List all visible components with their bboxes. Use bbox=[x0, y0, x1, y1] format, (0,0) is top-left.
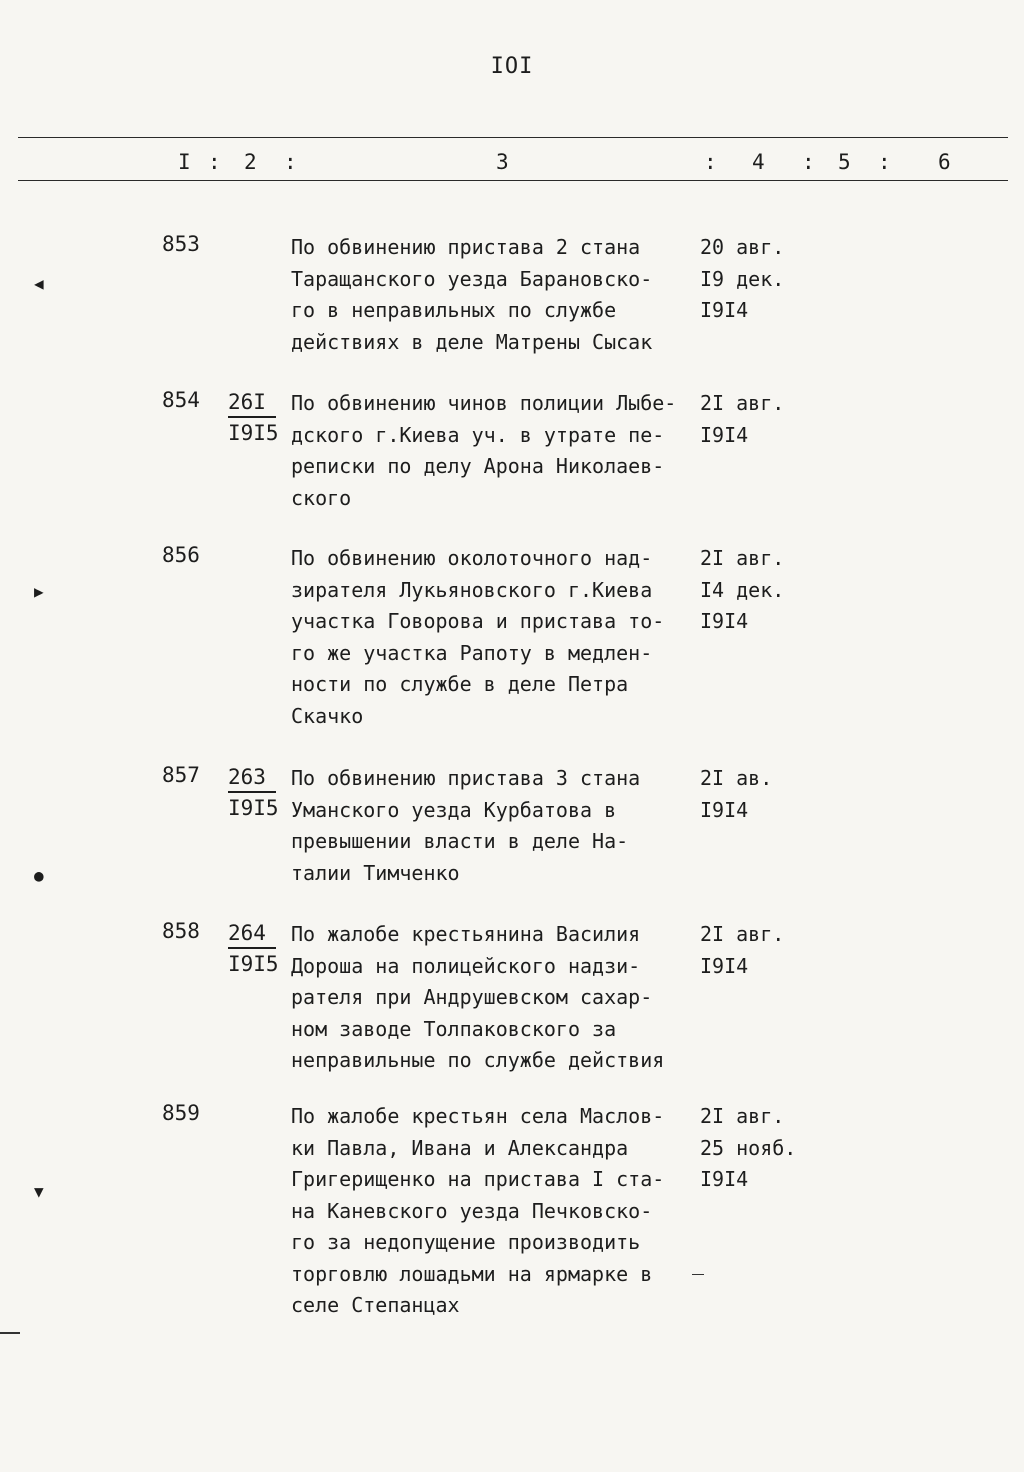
header-rule-top bbox=[18, 137, 1008, 138]
punch-hole-icon: ◀ bbox=[34, 274, 44, 293]
date-line: I9 дек. bbox=[700, 266, 785, 291]
archive-year: I9I5 bbox=[228, 796, 279, 820]
date-line: I9I4 bbox=[700, 953, 749, 978]
archive-reference bbox=[228, 388, 280, 449]
date-line: I9I4 bbox=[700, 298, 749, 322]
description-line: селе Степанцах bbox=[291, 1293, 460, 1317]
date-line: I9I4 bbox=[700, 1167, 749, 1191]
description-line: По обвинению пристава 2 стана bbox=[291, 235, 641, 259]
record-dates bbox=[700, 1101, 810, 1196]
column-header-5: 5 bbox=[838, 150, 851, 174]
record-dates bbox=[700, 232, 810, 327]
header-rule-bottom bbox=[18, 180, 1008, 181]
date-line: 20 авг. bbox=[700, 235, 785, 259]
record-dates bbox=[700, 919, 810, 982]
record-description bbox=[291, 763, 695, 889]
description-line: По обвинению чинов полиции Лыбе- bbox=[291, 391, 677, 415]
description-line: По обвинению пристава 3 стана bbox=[291, 766, 641, 790]
description-line: го в неправильных по службе bbox=[291, 298, 617, 322]
description-line: рателя при Андрушевском сахар- bbox=[291, 985, 653, 1009]
punch-hole-icon: ▼ bbox=[34, 1182, 44, 1201]
description-line: талии Тимченко bbox=[291, 860, 460, 885]
description-line: участка Говорова и пристава то- bbox=[291, 609, 665, 633]
date-line: I4 дек. bbox=[700, 577, 785, 602]
date-line: I9I4 bbox=[700, 422, 749, 447]
page-number: IOI bbox=[490, 54, 534, 79]
description-line: дского г.Киева уч. в утрате пе- bbox=[291, 422, 665, 447]
description-line: реписки по делу Арона Николаев- bbox=[291, 454, 665, 478]
record-number: 854 bbox=[162, 388, 200, 412]
record-dates bbox=[700, 763, 810, 826]
description-line: Скачко bbox=[291, 703, 364, 728]
description-line: на Каневского уезда Печковско- bbox=[291, 1198, 653, 1223]
column-header-3: 3 bbox=[496, 150, 509, 174]
archive-number: 264 bbox=[228, 919, 276, 949]
description-line: По обвинению околоточного над- bbox=[291, 546, 653, 570]
date-line: 2I авг. bbox=[700, 546, 785, 570]
description-line: го за недопущение производить bbox=[291, 1230, 641, 1254]
record-description bbox=[291, 543, 695, 732]
description-line: По жалобе крестьянина Василия bbox=[291, 922, 641, 946]
archive-reference bbox=[228, 763, 280, 824]
date-line: I9I4 bbox=[700, 609, 749, 633]
archive-number: 263 bbox=[228, 763, 276, 793]
description-line: превышении власти в деле На- bbox=[291, 829, 629, 853]
date-line: 2I авг. bbox=[700, 391, 785, 415]
record-description bbox=[291, 1101, 695, 1322]
archive-reference bbox=[228, 919, 280, 980]
column-separator: : bbox=[208, 150, 221, 174]
date-line: I9I4 bbox=[700, 797, 749, 822]
column-separator: : bbox=[802, 150, 815, 174]
record-description bbox=[291, 232, 695, 358]
margin-mark bbox=[0, 1332, 20, 1334]
description-line: ки Павла, Ивана и Александра bbox=[291, 1135, 629, 1160]
date-line: 2I ав. bbox=[700, 766, 773, 790]
description-line: По жалобе крестьян села Маслов- bbox=[291, 1104, 665, 1128]
description-line: ского bbox=[291, 485, 352, 510]
description-line: зирателя Лукьяновского г.Киева bbox=[291, 577, 653, 602]
column-header-2: 2 bbox=[244, 150, 257, 174]
column-separator: : bbox=[704, 150, 717, 174]
description-line: Григерищенко на пристава I ста- bbox=[291, 1167, 665, 1191]
record-number: 859 bbox=[162, 1101, 200, 1125]
record-number: 856 bbox=[162, 543, 200, 567]
date-line: 2I авг. bbox=[700, 922, 785, 946]
punch-hole-icon: ● bbox=[34, 866, 44, 885]
record-description bbox=[291, 919, 695, 1077]
column-separator: : bbox=[878, 150, 891, 174]
description-line: ном заводе Толпаковского за bbox=[291, 1016, 617, 1041]
margin-mark bbox=[692, 1274, 704, 1275]
description-line: действиях в деле Матрены Сысак bbox=[291, 329, 653, 354]
description-line: неправильные по службе действия bbox=[291, 1048, 665, 1072]
archive-number: 26I bbox=[228, 388, 276, 418]
column-header-6: 6 bbox=[938, 150, 951, 174]
date-line: 25 нояб. bbox=[700, 1135, 797, 1160]
column-header-1: I bbox=[178, 150, 191, 174]
column-header-4: 4 bbox=[752, 150, 765, 174]
description-line: торговлю лошадьми на ярмарке в bbox=[291, 1261, 653, 1286]
record-number: 857 bbox=[162, 763, 200, 787]
description-line: Дороша на полицейского надзи- bbox=[291, 953, 641, 978]
description-line: ности по службе в деле Петра bbox=[291, 672, 629, 696]
archive-year: I9I5 bbox=[228, 952, 279, 976]
description-line: Уманского уезда Курбатова в bbox=[291, 797, 617, 822]
date-line: 2I авг. bbox=[700, 1104, 785, 1128]
record-dates bbox=[700, 388, 810, 451]
description-line: Таращанского уезда Барановско- bbox=[291, 266, 653, 291]
column-separator: : bbox=[284, 150, 297, 174]
description-line: го же участка Рапоту в медлен- bbox=[291, 640, 653, 665]
record-number: 858 bbox=[162, 919, 200, 943]
archive-year: I9I5 bbox=[228, 421, 279, 445]
record-description bbox=[291, 388, 695, 514]
record-number: 853 bbox=[162, 232, 200, 256]
punch-hole-icon: ▶ bbox=[34, 582, 44, 601]
record-dates bbox=[700, 543, 810, 638]
